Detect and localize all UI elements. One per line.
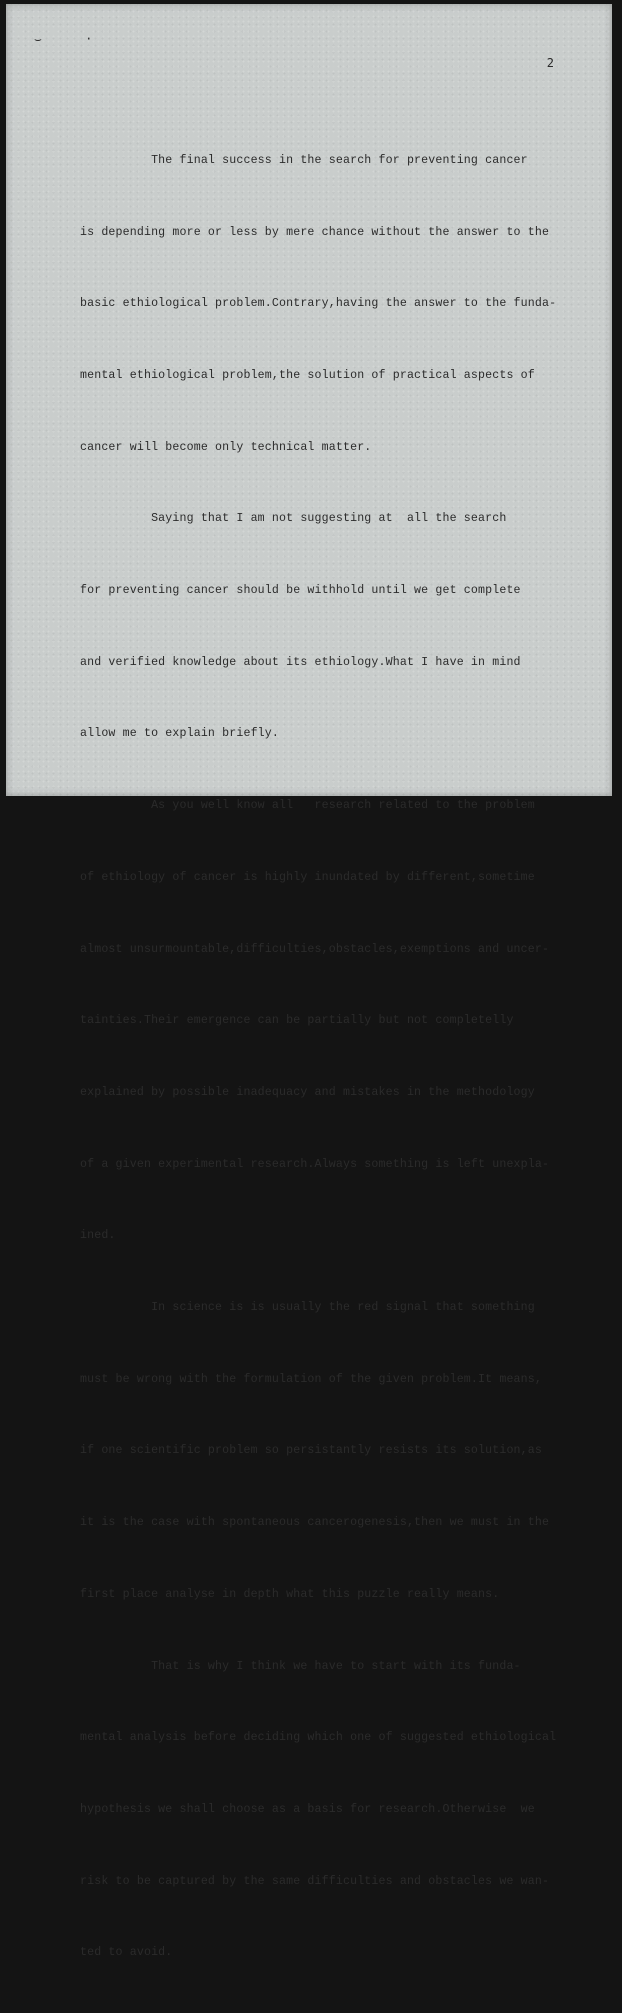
- text-line: mental analysis before deciding which one of suggested ethiological: [80, 1731, 557, 1745]
- typewritten-page: [6, 4, 612, 1960]
- text-line: Saying that I am not suggesting at all the search: [80, 512, 507, 526]
- text-line: it is the case with spontaneous cancerogenesis,then we must in the: [80, 1516, 550, 1530]
- text-line: of ethiology of cancer is highly inundated by different,sometime: [80, 870, 535, 884]
- text-line: allow me to explain briefly.: [80, 727, 280, 741]
- body-text: [80, 101, 580, 2013]
- text-line: if one scientific problem so persistantly resists its solution,as: [80, 1444, 542, 1458]
- text-line: cancer will become only technical matter.: [80, 440, 372, 454]
- stray-marks: ⌣ ·: [34, 32, 111, 46]
- text-line: must be wrong with the formulation of the given problem.It means,: [80, 1372, 542, 1386]
- text-line: basic ethiological problem.Contrary,having the answer to the funda-: [80, 297, 557, 311]
- text-line: ined.: [80, 1229, 116, 1243]
- text-line: explained by possible inadequacy and mistakes in the methodology: [80, 1085, 535, 1099]
- page-number: 2: [546, 56, 554, 70]
- text-line: risk to be captured by the same difficulties and obstacles we wan-: [80, 1874, 550, 1888]
- text-line: almost unsurmountable,difficulties,obstacles,exemptions and uncer-: [80, 942, 550, 956]
- text-line: The final success in the search for preventing cancer: [80, 153, 528, 167]
- text-line: of a given experimental research.Always something is left unexpla-: [80, 1157, 550, 1171]
- text-line: In science is is usually the red signal that something: [80, 1301, 535, 1315]
- text-line: for preventing cancer should be withhold until we get complete: [80, 584, 521, 598]
- text-line: first place analyse in depth what this puzzle really means.: [80, 1587, 500, 1601]
- text-line: ted to avoid.: [80, 1946, 173, 1960]
- text-line: hypothesis we shall choose as a basis for research.Otherwise we: [80, 1802, 535, 1816]
- text-line: tainties.Their emergence can be partially but not completelly: [80, 1014, 514, 1028]
- text-line: As you well know all research related to the problem: [80, 799, 535, 813]
- text-line: That is why I think we have to start with its funda-: [80, 1659, 521, 1673]
- text-line: is depending more or less by mere chance without the answer to the: [80, 225, 550, 239]
- text-line: and verified knowledge about its ethiology.What I have in mind: [80, 655, 521, 669]
- text-line: mental ethiological problem,the solution of practical aspects of: [80, 368, 535, 382]
